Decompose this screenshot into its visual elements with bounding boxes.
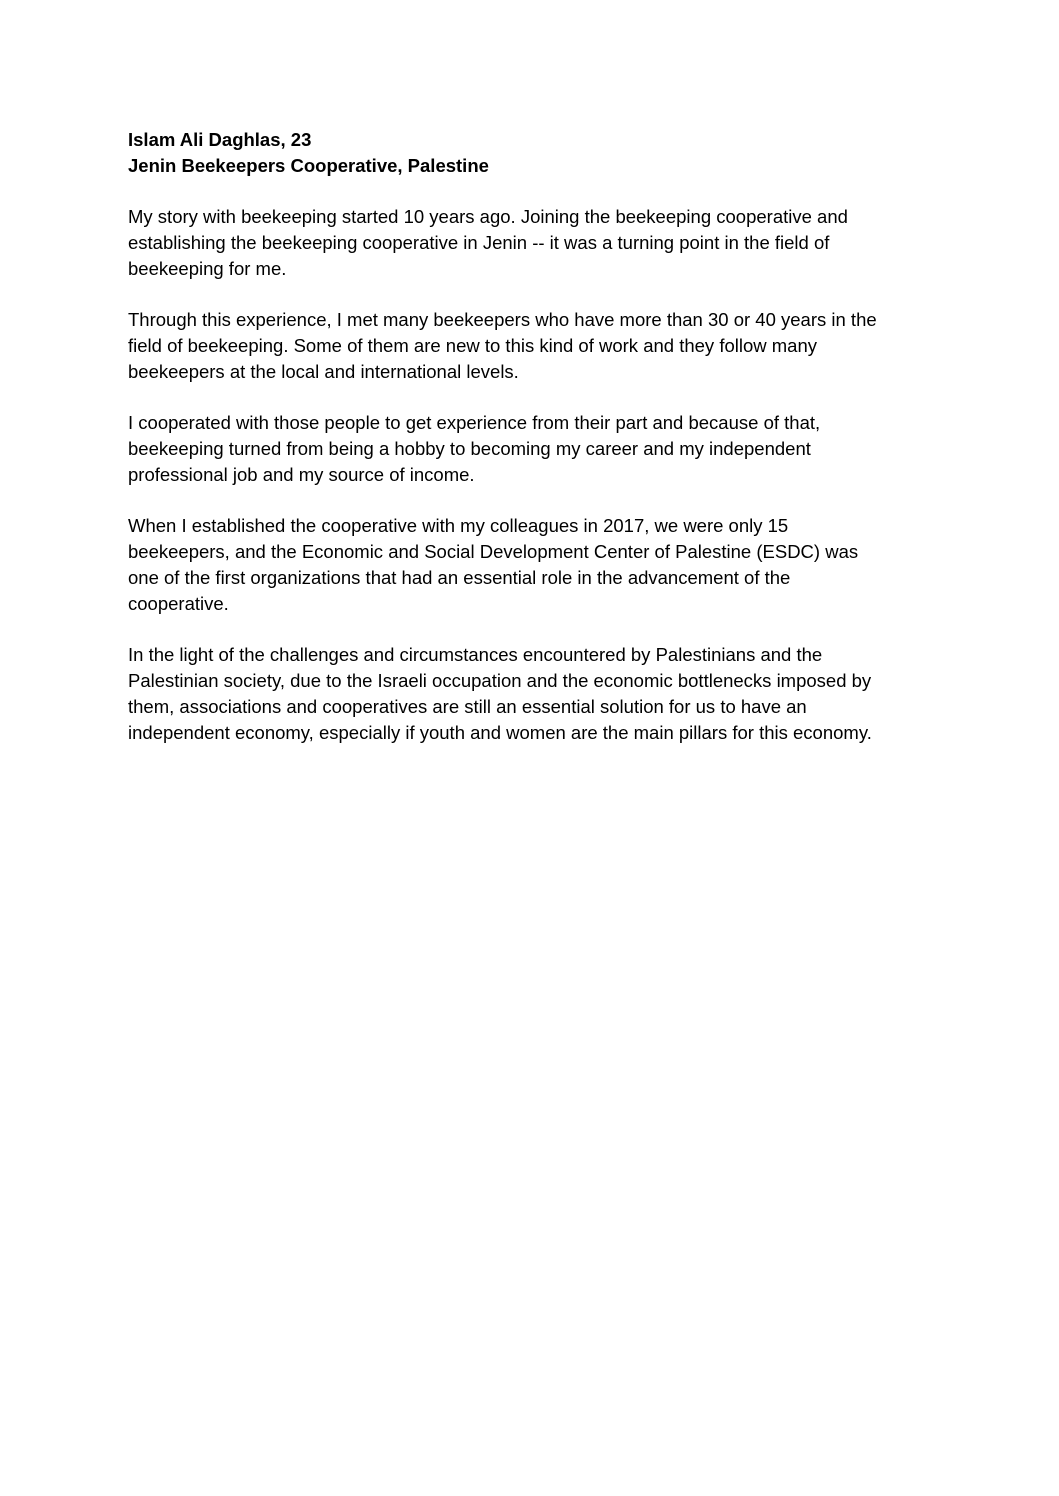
document-body bbox=[128, 127, 948, 771]
paragraph-line: beekeeping for me. bbox=[128, 258, 287, 279]
author-header bbox=[128, 127, 948, 179]
paragraph-line: professional job and my source of income. bbox=[128, 464, 475, 485]
paragraph-line: Through this experience, I met many beekeepers who have more than 30 or 40 years in the bbox=[128, 309, 877, 330]
paragraph-1 bbox=[128, 204, 948, 282]
paragraph-4 bbox=[128, 513, 948, 617]
paragraph-line: My story with beekeeping started 10 years ago. Joining the beekeeping cooperative and bbox=[128, 206, 848, 227]
paragraph-line: I cooperated with those people to get experience from their part and because of that, bbox=[128, 412, 821, 433]
paragraph-3 bbox=[128, 410, 948, 488]
paragraph-line: them, associations and cooperatives are still an essential solution for us to have an bbox=[128, 696, 807, 717]
paragraph-line: beekeepers, and the Economic and Social Development Center of Palestine (ESDC) was bbox=[128, 541, 859, 562]
author-name: Islam Ali Daghlas, 23 bbox=[128, 129, 312, 150]
paragraph-line: Palestinian society, due to the Israeli occupation and the economic bottlenecks imposed by bbox=[128, 670, 872, 691]
paragraph-line: one of the first organizations that had an essential role in the advancement of the bbox=[128, 567, 791, 588]
paragraph-line: beekeeping turned from being a hobby to becoming my career and my independent bbox=[128, 438, 811, 459]
paragraph-2 bbox=[128, 307, 948, 385]
paragraph-line: establishing the beekeeping cooperative in Jenin -- it was a turning point in the field of bbox=[128, 232, 830, 253]
paragraph-line: When I established the cooperative with my colleagues in 2017, we were only 15 bbox=[128, 515, 789, 536]
paragraph-line: beekeepers at the local and international levels. bbox=[128, 361, 519, 382]
paragraph-line: independent economy, especially if youth and women are the main pillars for this economy. bbox=[128, 722, 872, 743]
paragraph-line: In the light of the challenges and circumstances encountered by Palestinians and the bbox=[128, 644, 823, 665]
paragraph-5 bbox=[128, 642, 948, 746]
author-affiliation: Jenin Beekeepers Cooperative, Palestine bbox=[128, 155, 489, 176]
paragraph-line: field of beekeeping. Some of them are new to this kind of work and they follow many bbox=[128, 335, 817, 356]
paragraph-line: cooperative. bbox=[128, 593, 229, 614]
